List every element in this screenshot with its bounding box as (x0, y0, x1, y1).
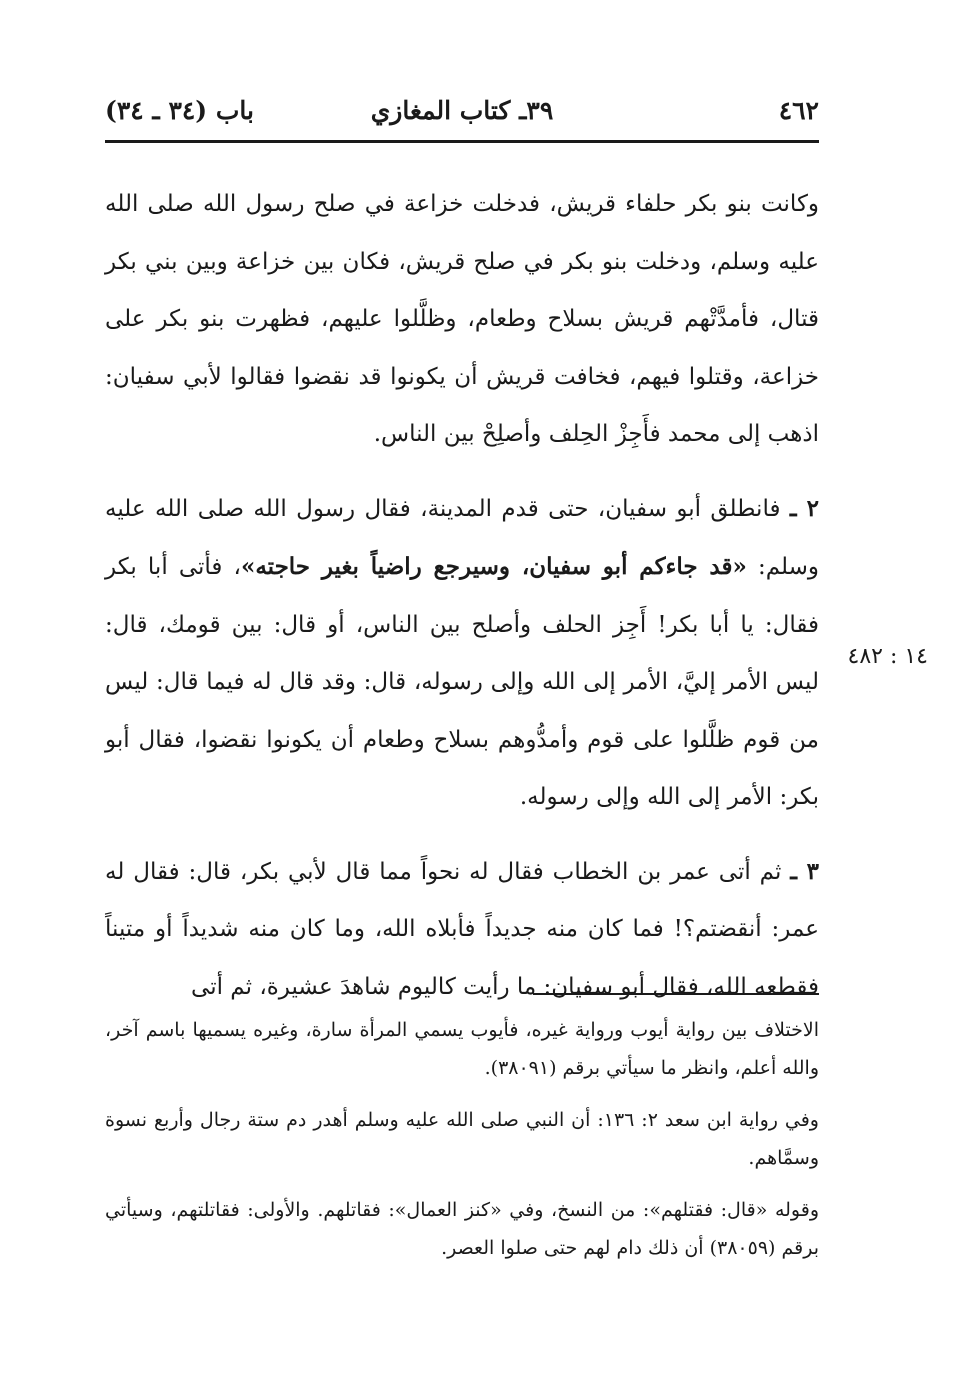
header-rule (105, 140, 819, 143)
paragraph-3-text: ثم أتى عمر بن الخطاب فقال له نحواً مما قال لأبي بكر، قال: فقال له عمر: أنقضتم؟! فما كان منه جديداً فأبلاه الله، وما كان منه شديداً أو متيناً فقطعه الله، فقال أبو سفيان: ما رأيت كاليوم شاهدَ عشيرة، ثم أتى (105, 858, 819, 1000)
footnote-rule (533, 993, 819, 995)
page-header (105, 92, 819, 136)
footnote-1: الاختلاف بين رواية أيوب ورواية غيره، فأيوب يسمي المرأة سارة، وغيره يسميها باسم آخر، والله أعلم، وانظر ما سيأتي برقم (٣٨٠٩١). (105, 1019, 819, 1079)
footnotes (105, 1011, 819, 1267)
paragraph-2-number: ٢ ـ (789, 494, 819, 522)
footnote-3: وقوله «قال: فقتلهم»: من النسخ، وفي «كنز العمال»: فقاتلهم. والأولى: فقاتلتهم، وسيأتي برقم (٣٨٠٥٩) أن ذلك دام لهم حتى صلوا العصر. (105, 1199, 819, 1259)
paragraph-2-text-a: فانطلق أبو سفيان، حتى قدم المدينة، فقال رسول الله صلى الله عليه وسلم: (105, 495, 820, 580)
footnote-2: وفي رواية ابن سعد ٢: ١٣٦: أن النبي صلى الله عليه وسلم أهدر دم ستة رجال وأربع نسوة وسمَّاهم. (105, 1109, 819, 1169)
paragraph-1: وكانت بنو بكر حلفاء قريش، فدخلت خزاعة في صلح رسول الله صلى الله عليه وسلم، ودخلت بنو بكر في صلح قريش، فكان بين خزاعة وبين بني بكر قتال، فأمدَّتْهم قريش بسلاح وطعام، وظلَّلوا عليهم، فظهرت بنو بكر على خزاعة، وقتلوا فيهم، فخافت قريش أن يكونوا قد نقضوا فقالوا لأبي سفيان: اذهب إلى محمد فأَجِزْ الحِلف وأصلِحْ بين الناس. (105, 191, 819, 447)
main-text (105, 176, 819, 1016)
paragraph-2 (105, 480, 819, 827)
paragraph-3-number: ٣ ـ (790, 857, 819, 885)
margin-reference: ١٤ : ٤٨٢ (847, 644, 928, 669)
paragraph-3 (105, 843, 819, 1017)
book-title: ٣٩ـ كتاب المغازي (370, 96, 554, 125)
paragraph-2-text-b: ، فأتى أبا بكر فقال: يا أبا بكر! أَجِز الحلف وأصلح بين الناس، أو قال: بين قومك، قال: ليس الأمر إليَّ، الأمر إلى الله وإلى رسوله، قال: وقد قال له فيما قال: ليس من قوم ظلَّلوا على قوم وأمدُّوهم بسلاح وطعام أن يكونوا نقضوا، فقال أبو بكر: الأمر إلى الله وإلى رسوله. (105, 554, 819, 810)
page-number: ٤٦٢ (778, 96, 819, 125)
chapter-reference: باب (٣٤ ـ ٣٤) (105, 96, 254, 125)
paragraph-2-quote: «قد جاءكم أبو سفيان، وسيرجع راضياً بغير حاجته» (240, 553, 747, 580)
